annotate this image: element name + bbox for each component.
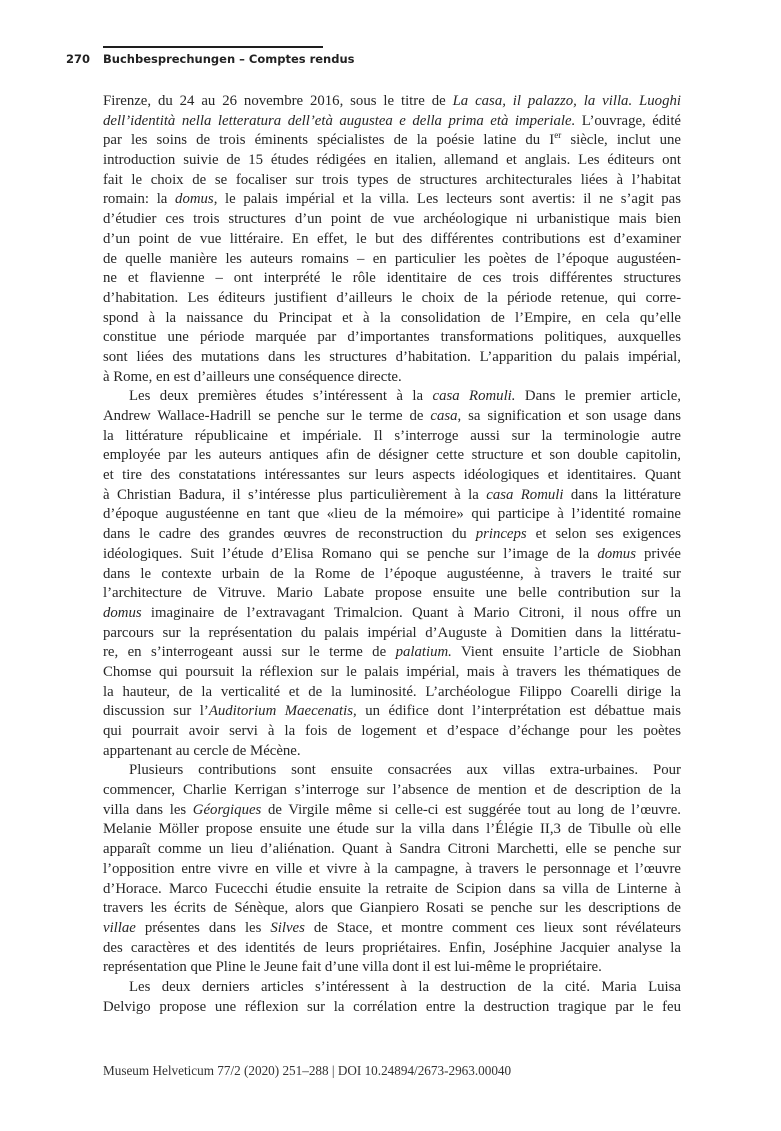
text-run: la littérature républicaine et impériale. Il s’interroge aussi sur la terminologie autre [103,427,681,444]
text-line [103,269,681,289]
text-run: d’un point de vue littéraire. En effet, le but des différentes contributions est d’examiner [103,230,681,247]
text-run: des caractères et des identités de leurs propriétaires. Enfin, Joséphine Jacquier analyse la [103,939,681,956]
text-run: privée [635,545,681,562]
text-line [103,899,681,919]
text-line [103,427,681,447]
text-line [103,604,681,624]
text-run: Vient ensuite l’article de Siobhan [451,644,681,661]
text-run: présentes dans les [135,919,271,936]
text-run: L’ouvrage, édité [575,112,681,129]
text-line [103,112,681,132]
italic-text: Géorgiques [192,801,262,818]
text-line [103,624,681,644]
text-run: d’Horace. Marco Fucecchi étudie ensuite la retraite de Scipion dans sa villa de Linterne à [103,880,681,897]
text-line [103,663,681,683]
text-run: par les soins de trois éminents spécialistes de la poésie latine du I [103,132,555,149]
text-run: employée par les auteurs antiques afin de désigner cette structure et son double capitolin, [103,447,681,464]
text-run: re, en s’interrogeant aussi sur le terme de [103,644,396,661]
text-run: et selon ses exigences [526,526,681,543]
italic-text: domus [597,545,636,562]
text-line [103,190,681,210]
text-run: travers les écrits de Sénèque, alors que Gianpiero Rosati se penche sur les descriptions de [103,900,681,917]
text-run: ne et flavienne – ont interprété le rôle identitaire de ces trois différentes structures [103,270,681,287]
text-line [103,702,681,722]
italic-text: casa [430,408,458,424]
text-line [103,860,681,880]
text-run: fait le choix de se focaliser sur trois types de structures architecturales liées à l’habitat [103,171,681,188]
text-line [103,407,681,427]
text-line [103,978,681,998]
text-run: de quelle manière les auteurs romains – en particulier les poètes de l’époque augustéen- [103,250,681,267]
text-run: de Stace, et montre comment ces lieux sont révélateurs [304,919,681,936]
text-line [103,919,681,939]
text-run: Firenze, du 24 au 26 novembre 2016, sous le titre de [103,93,453,109]
text-line [103,210,681,230]
text-run: apparaît comme un lieu d’aliénation. Quant à Sandra Citroni Marchetti, elle se penche sur [103,841,681,858]
italic-text: Auditorium Maecenatis [208,703,353,720]
text-run: de Virgile même si celle-ci est suggérée tout au long de l’œuvre. [261,801,681,818]
text-run: Plusieurs contributions sont ensuite consacrées aux villas extra-urbaines. Pour [129,762,681,779]
text-line [103,545,681,565]
text-run: commencer, Charlie Kerrigan s’interroge sur l’absence de mention et de description de la [103,782,681,799]
text-run: , sa signification et son usage dans [457,408,681,424]
text-run: appartenant au cercle de Mécène. [103,742,301,759]
italic-text: domus [103,604,142,621]
text-line [103,722,681,742]
text-run: d’habitation. Les éditeurs justifient d’ailleurs le choix de la période retenue, qui corre- [103,289,681,306]
text-run: romain: la [103,191,176,208]
text-run: constitue une période marquée par d’importantes transformations politiques, auxquelles [103,329,681,346]
text-run: Les deux derniers articles s’intéressent à la destruction de la cité. Maria Luisa [129,978,681,995]
text-run: Delvigo propose une réflexion sur la corrélation entre la destruction tragique par le feu [103,998,681,1015]
text-line [103,171,681,191]
italic-text: princeps [475,526,527,543]
text-line [103,683,681,703]
text-line [103,250,681,270]
text-line [103,742,681,762]
text-run: Melanie Möller propose ensuite une étude sur la villa dans l’Élégie II,3 de Tibulle où elle [103,821,681,838]
text-run: siècle, inclut une [561,132,681,149]
text-line [103,505,681,525]
text-line [103,92,681,112]
running-head: Buchbesprechungen – Comptes rendus [103,52,355,66]
text-run: dans la littérature [563,486,681,503]
text-run: qui pourrait avoir servi à la fois de logement et d’espace d’échange pour les poètes [103,723,681,739]
text-line [103,998,681,1018]
text-line [103,348,681,368]
text-line [103,939,681,959]
text-line [103,151,681,171]
text-run: à Rome, en est d’ailleurs une conséquence directe. [103,368,402,385]
text-line [103,525,681,545]
text-line [103,880,681,900]
text-run: introduction suivie de 15 études rédigées en italien, allemand et anglais. Les éditeurs ont [103,152,681,169]
header-rule [103,46,323,48]
italic-text: villae [103,919,136,936]
footer-citation: Museum Helveticum 77/2 (2020) 251–288 | DOI 10.24894/2673-2963.00040 [103,1063,512,1078]
text-run: parcours sur la représentation du palais impérial d’Auguste à Domitien dans la littératu- [103,624,681,641]
text-line [103,486,681,506]
italic-text: dell’identità nella letteratura dell’età augustea e della prima età imperiale. [103,112,576,129]
text-line [103,781,681,801]
text-run: représentation que Pline le Jeune fait d’une villa dont il est lui-même le propriétaire. [103,959,602,976]
italic-text: palatium. [395,644,452,661]
text-run: la hauteur, de la verticalité et de la luminosité. L’archéologue Filippo Coarelli dirige la [103,683,681,700]
italic-text: casa Romuli. [432,388,516,405]
text-run: et tire des constatations intéressantes sur leurs aspects idéologiques et identitaires. Quant [103,467,681,484]
text-line [103,289,681,309]
text-run: idéologiques. Suit l’étude d’Elisa Romano qui se penche sur l’image de la [103,545,598,562]
text-run: Dans le premier article, [515,388,681,405]
text-run: d’époque augustéenne en tant que «lieu de la mémoire» qui participe à l’identité romaine [103,506,681,523]
text-run: dans le cadre des grandes œuvres de reconstruction du [103,526,476,543]
text-line [103,328,681,348]
text-line [103,446,681,466]
text-run: Chomse qui poursuit la réflexion sur le palais impérial, mais à travers les thématiques de [103,663,681,680]
text-run: d’étudier ces trois structures d’un point de vue archéologique ni urbanistique mais bien [103,211,681,228]
text-line [103,801,681,821]
text-run: discussion sur l’ [103,703,209,720]
text-run: sont liées des mutations dans les structures d’habitation. L’apparition du palais impérial, [103,348,681,365]
text-run: Les deux premières études s’intéressent à la [129,388,433,405]
italic-text: casa Romuli [486,486,564,503]
text-run: l’architecture de Vitruve. Mario Labate propose ensuite une belle contribution sur la [103,585,681,602]
text-line [103,761,681,781]
italic-text: Silves [270,919,305,936]
text-line [103,840,681,860]
text-run: Andrew Wallace-Hadrill se penche sur le terme de [103,408,431,424]
text-run: , un édifice dont l’interprétation est débattue mais [353,703,681,720]
text-line [103,466,681,486]
body-text [103,92,681,1017]
text-line [103,643,681,663]
text-line [103,584,681,604]
text-run: imaginaire de l’extravagant Trimalcion. Quant à Mario Citroni, il nous offre un [141,604,681,621]
text-run: à Christian Badura, il s’intéresse plus particulièrement à la [103,486,487,503]
text-run: l’opposition entre vivre en ville et vivre à la campagne, à travers le personnage et l’œuvre [103,860,681,877]
italic-text: La casa, il palazzo, la villa. Luoghi [452,93,681,109]
text-line [103,131,681,151]
text-line [103,368,681,388]
italic-text: domus [175,191,214,208]
text-line [103,565,681,585]
text-line [103,958,681,978]
superscript: er [554,131,562,141]
page-number: 270 [66,52,91,66]
text-run: spond à la naissance du Principat et à la consolidation de l’Empire, en cela qu’elle [103,309,681,326]
text-run: , le palais impérial et la villa. Les lecteurs sont avertis: il ne s’agit pas [213,191,681,208]
text-line [103,387,681,407]
text-line [103,820,681,840]
text-line [103,230,681,250]
text-run: villa dans les [103,801,193,818]
text-run: dans le contexte urbain de la Rome de l’époque augustéenne, à travers le traité sur [103,565,681,582]
text-line [103,309,681,329]
